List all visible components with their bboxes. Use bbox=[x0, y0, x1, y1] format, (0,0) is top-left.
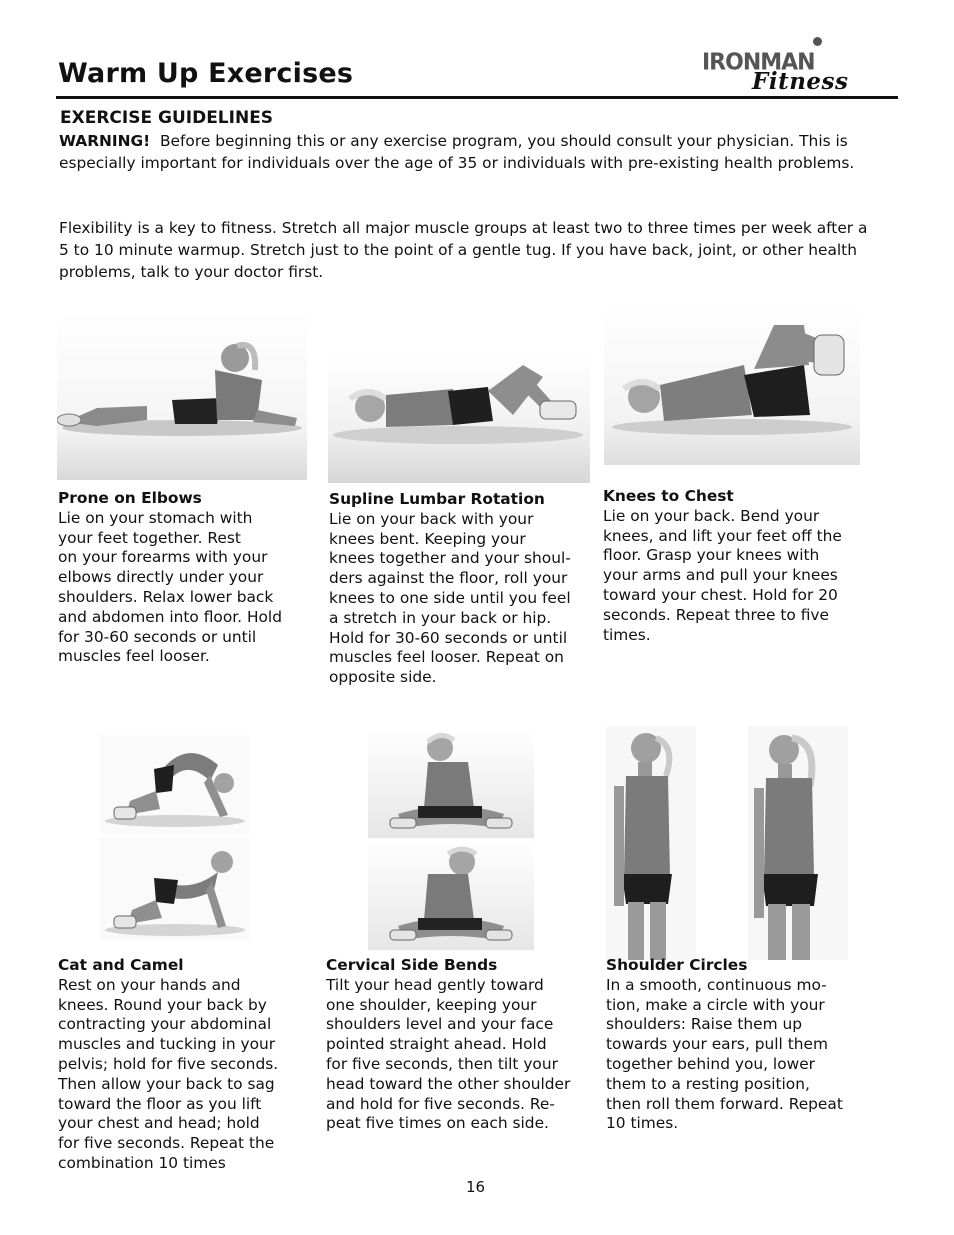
exercise-description: In a smooth, continuous mo- tion, make a circle with your shoulders: Raise them up towards your ears, pull them together behind you, lower them to a resting position, then roll them forward. Repeat 10 times. bbox=[606, 975, 843, 1133]
prone-on-elbows-photo bbox=[57, 310, 307, 480]
camel-pose-photo bbox=[100, 838, 250, 940]
warning-paragraph bbox=[59, 130, 879, 174]
exercise-title: Supline Lumbar Rotation bbox=[329, 490, 545, 508]
exercise-shoulder-circles bbox=[606, 956, 881, 1134]
page-title: Warm Up Exercises bbox=[58, 58, 354, 89]
page-number: 16 bbox=[466, 1178, 486, 1196]
warning-text: Before beginning this or any exercise program, you should consult your physician. This is especially important for individuals over the age of 35 or individuals with pre-existing health problems. bbox=[59, 132, 855, 172]
exercise-title: Shoulder Circles bbox=[606, 956, 748, 974]
cervical-bend-left-photo bbox=[368, 728, 534, 838]
exercise-title: Knees to Chest bbox=[603, 487, 734, 505]
section-heading: EXERCISE GUIDELINES bbox=[60, 108, 274, 128]
exercise-supline-lumbar-rotation bbox=[329, 490, 599, 688]
ironman-fitness-logo bbox=[700, 36, 860, 96]
cervical-bend-right-photo bbox=[368, 840, 534, 950]
exercise-description: Lie on your stomach with your feet together. Rest on your forearms with your elbows directly under your shoulders. Relax lower back and abdomen into floor. Hold for 30-60 seconds or until muscles feel looser. bbox=[58, 508, 282, 666]
shoulder-circles-profile-photo bbox=[748, 726, 848, 960]
exercise-title: Cat and Camel bbox=[58, 956, 184, 974]
exercise-title: Prone on Elbows bbox=[58, 489, 202, 507]
supine-lumbar-rotation-photo bbox=[328, 355, 590, 483]
exercise-prone-on-elbows bbox=[58, 489, 323, 667]
shoulder-circles-side-photo bbox=[606, 726, 696, 960]
exercise-description: Tilt your head gently toward one shoulder, keeping your shoulders level and your face pointed straight ahead. Hold for five seconds, then tilt your head toward the other shoulder and hold for five seconds. Re- peat five times on each side. bbox=[326, 975, 571, 1133]
exercise-description: Lie on your back with your knees bent. Keeping your knees together and your shoul- ders against the floor, roll your knees to one side until you feel a stretch in your back or hip. Hold for 30-60 seconds or until muscles feel looser. Repeat on opposite side. bbox=[329, 509, 571, 687]
exercise-cervical-side-bends bbox=[326, 956, 601, 1134]
exercise-cat-and-camel bbox=[58, 956, 323, 1174]
exercise-description: Rest on your hands and knees. Round your back by contracting your abdominal muscles and tucking in your pelvis; hold for five seconds. Then allow your back to sag toward the floor as you lift your chest and head; hold for five seconds. Repeat the combination 10 times bbox=[58, 975, 279, 1172]
exercise-title: Cervical Side Bends bbox=[326, 956, 498, 974]
title-rule bbox=[56, 96, 898, 99]
cat-pose-photo bbox=[100, 735, 250, 833]
warning-label: WARNING! bbox=[59, 132, 151, 150]
logo-dot-icon bbox=[813, 37, 822, 46]
flexibility-paragraph: Flexibility is a key to fitness. Stretch all major muscle groups at least two to three times per week after a 5 to 10 minute warmup. Stretch just to the point of a gentle tug. If you have back, joint, or other health problems, talk to your doctor first. bbox=[59, 219, 868, 281]
logo-script-text: Fitness bbox=[752, 68, 849, 95]
exercise-description: Lie on your back. Bend your knees, and lift your feet off the floor. Grasp your knees with your arms and pull your knees toward your chest. Hold for 20 seconds. Repeat three to five times. bbox=[603, 506, 842, 644]
exercise-knees-to-chest bbox=[603, 487, 878, 645]
logo-brand-text: IRONMAN bbox=[702, 49, 815, 76]
knees-to-chest-photo bbox=[604, 305, 860, 465]
